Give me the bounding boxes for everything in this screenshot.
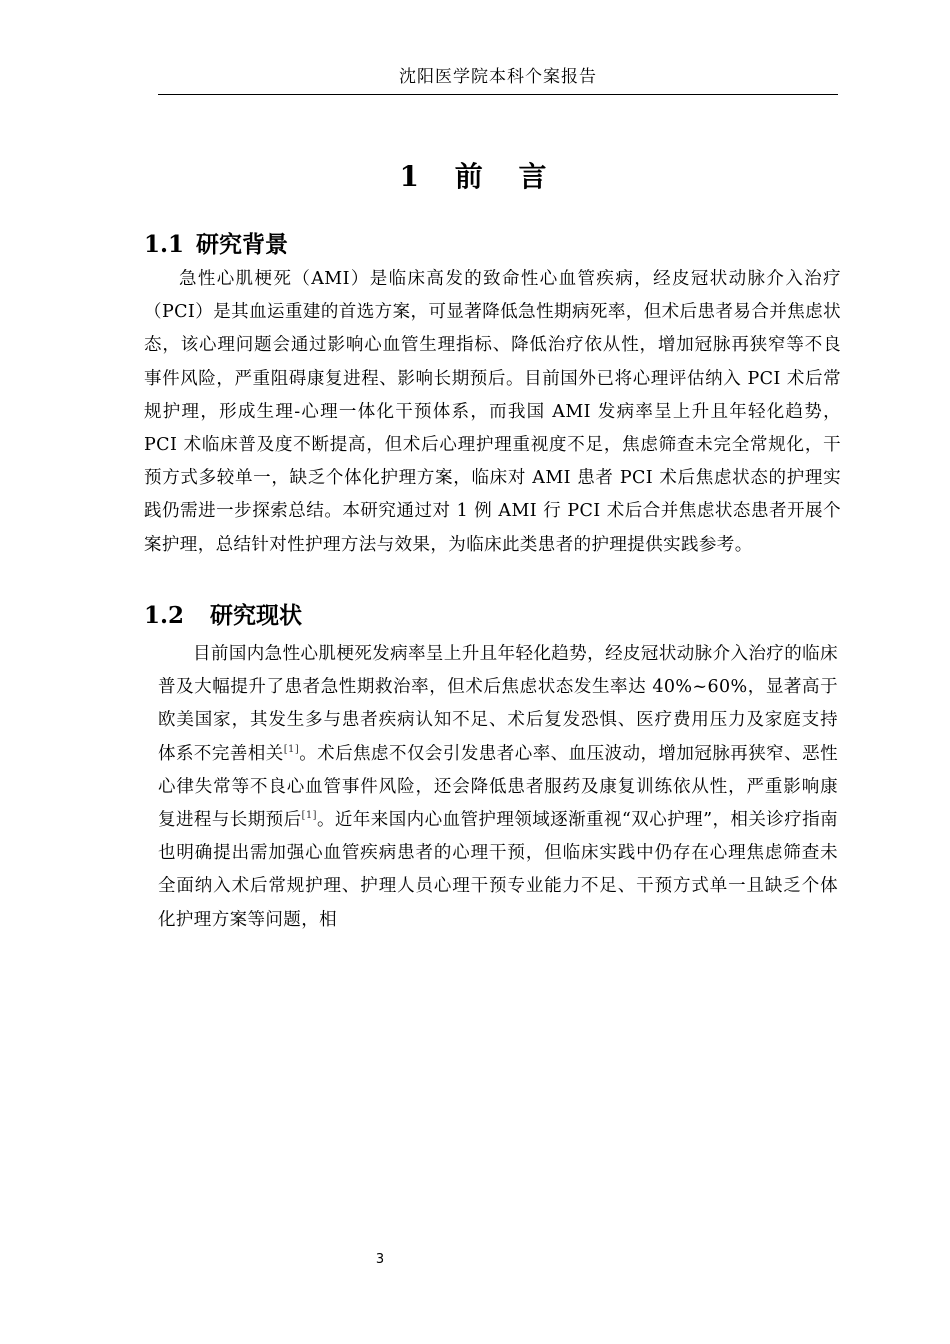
- section-1-1-paragraph: 急性心肌梗死（AMI）是临床高发的致命性心血管疾病，经皮冠状动脉介入治疗（PCI）是其血运重建的首选方案，可显著降低急性期病死率，但术后患者易合并焦虑状态，该心理问题会通过影响心血管生理指标、降低治疗依从性，增加冠脉再狭窄等不良事件风险，严重阻碍康复进程、影响长期预后。目前国外已将心理评估纳入 PCI 术后常规护理，形成生理-心理一体化干预体系，而我国 AMI 发病率呈上升且年轻化趋势，PCI 术临床普及度不断提高，但术后心理护理重视度不足，焦虑筛查未完全常规化，干预方式多较单一，缺乏个体化护理方案，临床对 AMI 患者 PCI 术后焦虑状态的护理实践仍需进一步探索总结。本研究通过对 1 例 AMI 行 PCI 术后合并焦虑状态患者开展个案护理，总结针对性护理方法与效果，为临床此类患者的护理提供实践参考。: [144, 269, 841, 555]
- section-heading-1-2: [144, 600, 302, 632]
- section-number: 1.2: [144, 602, 185, 629]
- citation-marker: [1]: [283, 743, 300, 755]
- chapter-title: 1 前 言: [399, 160, 551, 193]
- section-number: 1.1: [144, 231, 185, 258]
- citation-marker: [1]: [301, 810, 317, 822]
- page-number: 3: [375, 1252, 385, 1267]
- paragraph-text: 。近年来国内心血管护理领域逐渐重视“双心护理”，相关诊疗指南也明确提出需加强心血管疾病患者的心理干预，但临床实践中仍存在心理焦虑筛查未全面纳入术后常规护理、护理人员心理干预专业能力不足、干预方式单一且缺乏个体化护理方案等问题，相: [158, 810, 838, 930]
- section-1-2-paragraph: [158, 638, 838, 937]
- header-rule: [158, 94, 838, 95]
- paragraph-text: 。术后焦虑不仅会引发患者心率、血压波动，增加冠脉再狭窄、恶性心律失常等不良心血管事件风险，还会降低患者服药及康复训练依从性，严重影响康复进程与长期预后: [158, 743, 838, 831]
- section-title: 研究现状: [210, 602, 303, 629]
- running-header: 沈阳医学院本科个案报告: [399, 67, 597, 87]
- section-title: 研究背景: [196, 231, 289, 258]
- section-heading-1-1: [144, 229, 288, 261]
- paragraph-text: 目前国内急性心肌梗死发病率呈上升且年轻化趋势，经皮冠状动脉介入治疗的临床普及大幅提升了患者急性期救治率，但术后焦虑状态发生率达 40%~60%，显著高于欧美国家，其发生多与患者疾病认知不足、术后复发恐惧、医疗费用压力及家庭支持体系不完善相关: [158, 644, 838, 764]
